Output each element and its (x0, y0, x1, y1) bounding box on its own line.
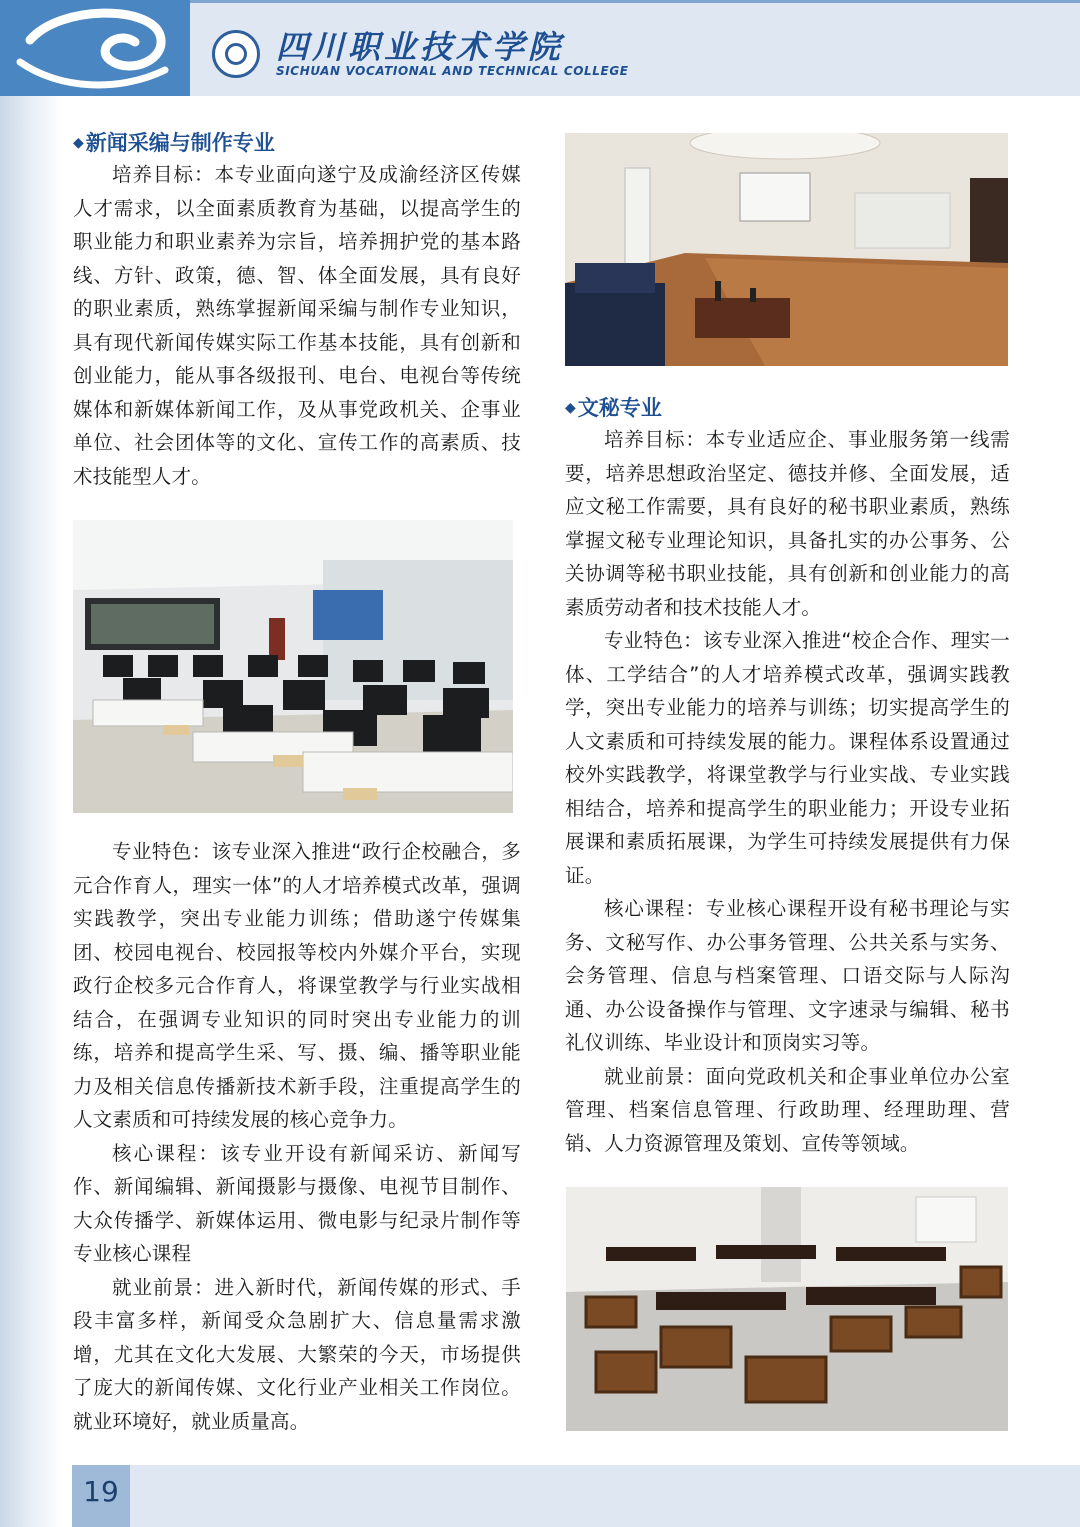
section-title-journalism-text: 新闻采编与制作专业 (85, 131, 275, 155)
diamond-bullet-icon: ◆ (565, 400, 576, 416)
computer-lab-photo (73, 520, 513, 813)
page-number: 19 (83, 1475, 119, 1508)
section-title-journalism (73, 128, 521, 158)
swoosh-logo-icon (0, 0, 190, 96)
page-side-stripe (0, 96, 62, 1527)
section-title-secretary-text: 文秘专业 (577, 396, 662, 420)
footer-band (130, 1465, 1080, 1527)
secretary-prospects: 就业前景：面向党政机关和企事业单位办公室管理、档案信息管理、行政助理、经理助理、营销、人力资源管理及策划、宣传等领域。 (565, 1064, 1010, 1155)
college-name-en: SICHUAN VOCATIONAL AND TECHNICAL COLLEGE (276, 64, 629, 78)
left-column-lower (73, 835, 521, 1438)
journalism-prospects: 就业前景：进入新时代，新闻传媒的形式、手段丰富多样，新闻受众急剧扩大、信息量需求激增，尤其在文化大发展、大繁荣的今天，市场提供了庞大的新闻传媒、文化行业产业相关工作岗位。就业环境好，就业质量高。 (73, 1275, 521, 1433)
college-emblem-icon (212, 30, 260, 78)
office-training-room-photo (565, 133, 1008, 366)
tea-art-room-photo (566, 1187, 1008, 1431)
journalism-features: 专业特色：该专业深入推进“政行企校融合，多元合作育人，理实一体”的人才培养模式改革，强调实践教学，突出专业能力训练；借助遂宁传媒集团、校园电视台、校园报等校内外媒介平台，实现政行企校多元合作育人，将课堂教学与行业实战相结合，在强调专业知识的同时突出专业能力的训练，培养和提高学生采、写、摄、编、播等职业能力及相关信息传播新技术新手段，注重提高学生的人文素质和可持续发展的核心竞争力。 (73, 840, 521, 1131)
left-column (73, 128, 521, 493)
diamond-bullet-icon: ◆ (73, 135, 84, 151)
college-name-cn: 四川职业技术学院 (276, 28, 565, 66)
journalism-courses: 核心课程：该专业开设有新闻采访、新闻写作、新闻编辑、新闻摄影与摄像、电视节目制作、大众传播学、新媒体运用、微电影与纪录片制作等专业核心课程 (73, 1141, 521, 1265)
page-header (0, 0, 1080, 96)
journalism-goal: 培养目标：本专业面向遂宁及成渝经济区传媒人才需求，以全面素质教育为基础，以提高学生的职业能力和职业素养为宗旨，培养拥护党的基本路线、方针、政策，德、智、体全面发展，具有良好的职业素质，熟练掌握新闻采编与制作专业知识，具有现代新闻传媒实际工作基本技能，具有创新和创业能力，能从事各级报刊、电台、电视台等传统媒体和新媒体新闻工作，及从事党政机关、企事业单位、社会团体等的文化、宣传工作的高素质、技术技能型人才。 (73, 163, 521, 488)
header-swoosh-block (0, 0, 190, 96)
secretary-features: 专业特色：该专业深入推进“校企合作、理实一体、工学结合”的人才培养模式改革，强调实践教学，突出专业能力的培养与训练；切实提高学生的人文素质和可持续发展的能力。课程体系设置通过校外实践教学，将课堂教学与行业实战、专业实践相结合，培养和提高学生的职业能力；开设专业拓展课和素质拓展课，为学生可持续发展提供有力保证。 (565, 629, 1010, 887)
secretary-courses: 核心课程：专业核心课程开设有秘书理论与实务、文秘写作、办公事务管理、公共关系与实务、会务管理、信息与档案管理、口语交际与人际沟通、办公设备操作与管理、文字速录与编辑、秘书礼仪训练、毕业设计和顶岗实习等。 (565, 897, 1010, 1054)
section-title-secretary (565, 393, 1010, 423)
secretary-goal: 培养目标：本专业适应企、事业服务第一线需要，培养思想政治坚定、德技并修、全面发展，适应文秘工作需要，具有良好的秘书职业素质，熟练掌握文秘专业理论知识，具备扎实的办公事务、公关协调等秘书职业技能，具有创新和创业能力的高素质劳动者和技术技能人才。 (565, 428, 1010, 619)
right-column (565, 393, 1010, 1160)
header-top-rule (190, 0, 1080, 3)
